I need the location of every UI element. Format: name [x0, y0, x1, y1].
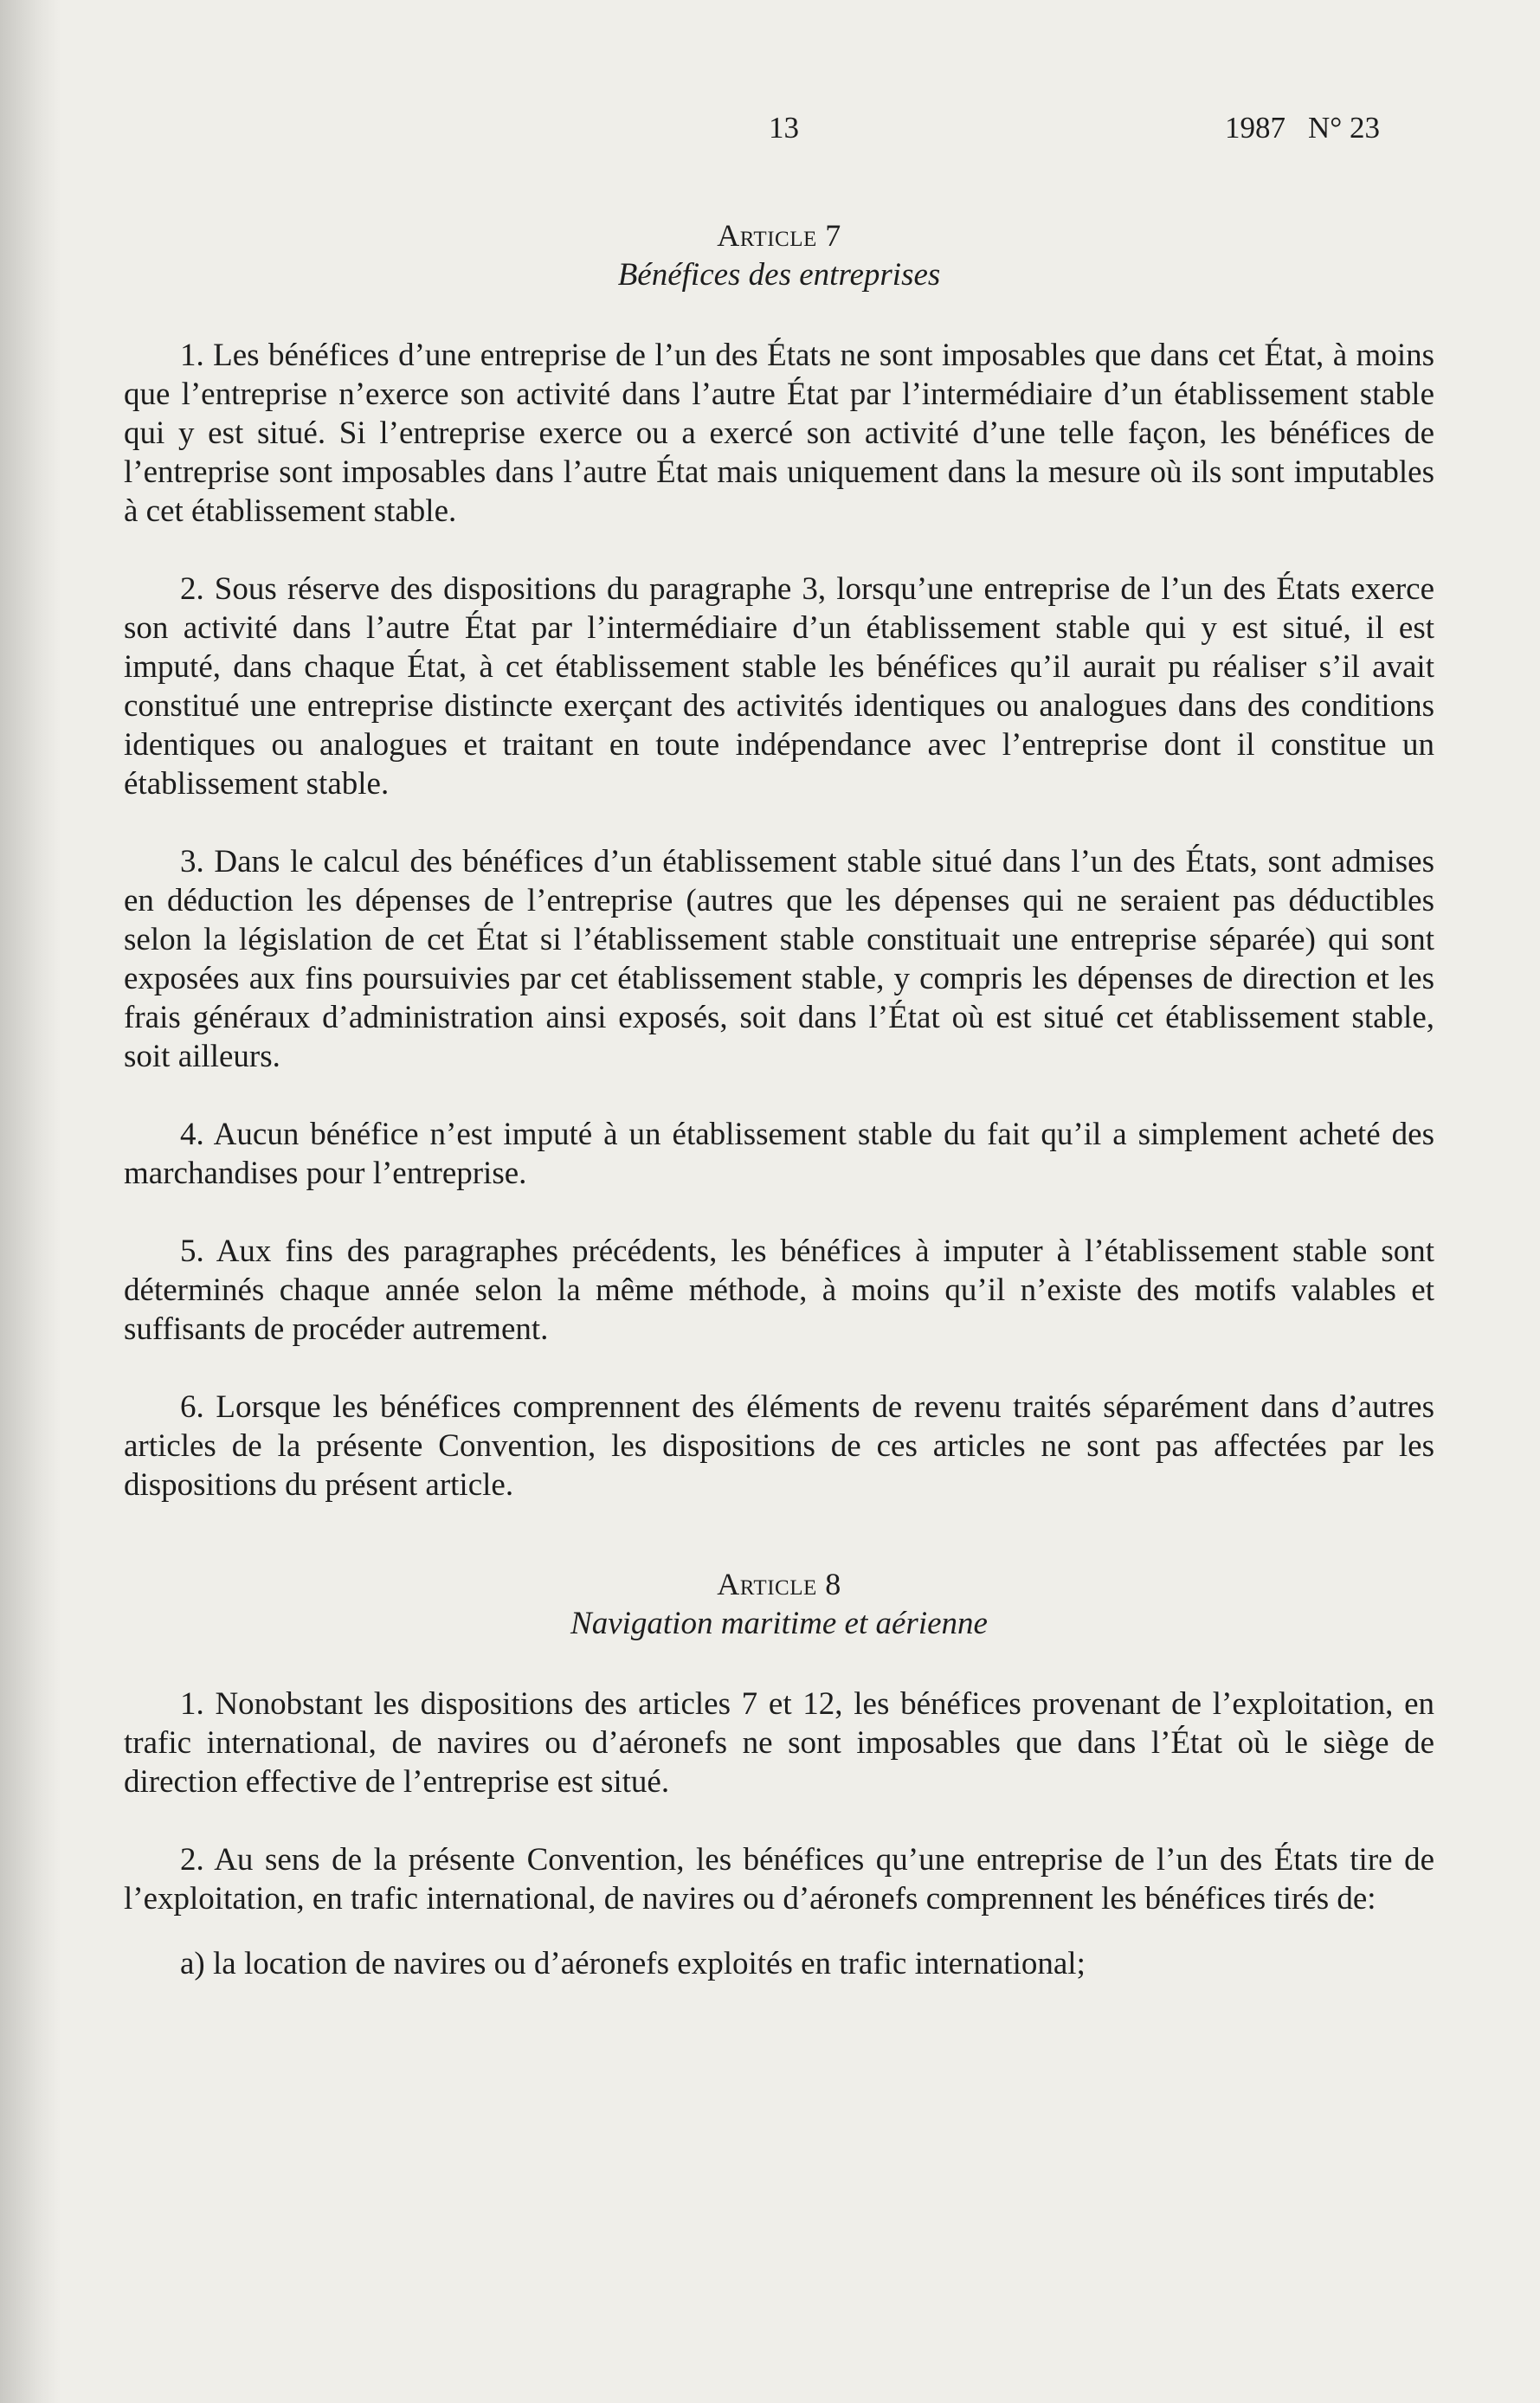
paragraph: 5. Aux fins des paragraphes précédents, les bénéfices à imputer à l’établissement stable sont déterminés chaque année selon la même méthode, à moins qu’il n’existe des motifs valables et suffisants de procéder autrement. [124, 1234, 1434, 1347]
paragraph: 1. Les bénéfices d’une entreprise de l’un des États ne sont imposables que dans cet État, à moins que l’entreprise n’exerce son activité dans l’autre État par l’intermédiaire d’un établissement stable qui y est situé. Si l’entreprise exerce ou a exercé son activité d’une telle façon, les bénéfices de l’entreprise sont imposables dans l’autre État mais uniquement dans la mesure où ils sont imputables à cet établissement stable. [124, 338, 1434, 529]
article-subtitle: Navigation maritime et aérienne [570, 1606, 988, 1641]
paragraph: 6. Lorsque les bénéfices comprennent des éléments de revenu traités séparément dans d’autres articles de la présente Convention, les dispositions de ces articles ne sont pas affectées par les dispositions du présent article. [124, 1389, 1434, 1503]
paragraph: 4. Aucun bénéfice n’est imputé à un établissement stable du fait qu’il a simplement acheté des marchandises pour l’entreprise. [124, 1117, 1434, 1191]
page-header [0, 111, 1540, 154]
document-year: 1987 [1225, 111, 1285, 145]
article-8 [124, 1565, 1434, 1983]
list-item: a) la location de navires ou d’aéronefs exploités en trafic international; [180, 1946, 1086, 1981]
paragraph: 1. Nonobstant les dispositions des articles 7 et 12, les bénéfices provenant de l’exploitation, en trafic international, de navires ou d’aéronefs ne sont imposables que dans l’État où le siège de direction effective de l’entreprise est situé. [124, 1686, 1434, 1800]
document-number: N° 23 [1308, 111, 1381, 145]
page-content [124, 216, 1434, 2018]
page-number: 13 [769, 111, 799, 145]
article-heading: Article 8 [717, 1567, 841, 1601]
paragraph: 3. Dans le calcul des bénéfices d’un établissement stable situé dans l’un des États, sont admises en déduction les dépenses de l’entreprise (autres que les dépenses qui ne seraient pas déductibles selon la législation de cet État si l’établissement stable constituait une entreprise séparée) qui sont exposées aux fins poursuivies par cet établissement stable, y compris les dépenses de direction et les frais généraux d’administration ainsi exposés, soit dans l’État où est situé cet établissement stable, soit ailleurs. [124, 844, 1434, 1074]
paragraph: 2. Au sens de la présente Convention, les bénéfices qu’une entreprise de l’un des États tire de l’exploitation, en trafic international, de navires ou d’aéronefs comprennent les bénéfices tirés de: [124, 1842, 1434, 1917]
article-7 [124, 216, 1434, 1504]
document-reference [1225, 111, 1380, 145]
article-heading: Article 7 [717, 218, 841, 253]
paragraph: 2. Sous réserve des dispositions du paragraphe 3, lorsqu’une entreprise de l’un des États exerce son activité dans l’autre État par l’intermédiaire d’un établissement stable qui y est situé, il est imputé, dans chaque État, à cet établissement stable les bénéfices qu’il aurait pu réaliser s’il avait constitué une entreprise distincte exerçant des activités identiques ou analogues dans des conditions identiques ou analogues et traitant en toute indépendance avec l’entreprise dont il constitue un établissement stable. [124, 571, 1434, 802]
page-binding-shadow [0, 0, 61, 2403]
article-subtitle: Bénéfices des entreprises [617, 257, 941, 293]
